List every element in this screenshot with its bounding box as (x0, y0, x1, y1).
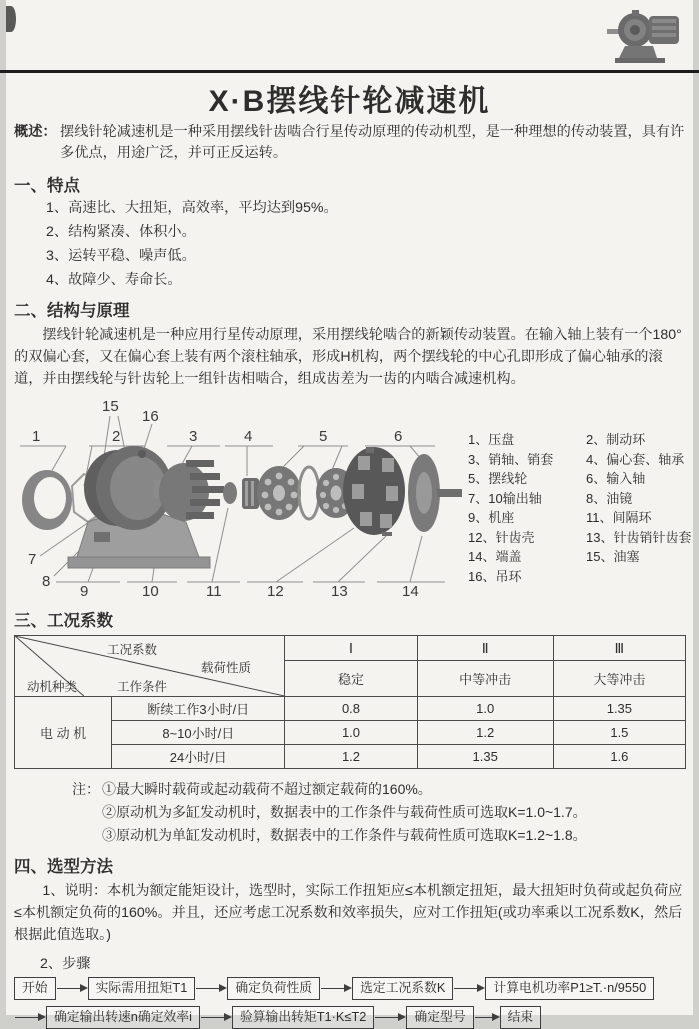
flow-step-box: 选定工况系数K (352, 977, 453, 1000)
feature-item: 2、结构紧凑、体积小。 (46, 223, 196, 240)
part-label: 1、压盘 (468, 432, 515, 448)
notes-label: 注： (72, 781, 100, 798)
value-cell: 1.0 (285, 721, 417, 745)
value-cell: 1.35 (417, 745, 553, 769)
feature-item: 4、故障少、寿命长。 (46, 272, 182, 289)
flow-step-box: 计算电机功率P1≥T.·n/9550 (485, 977, 654, 1000)
part-end-cover-input-shaft (408, 454, 462, 532)
flow-arrow (374, 1013, 406, 1022)
value-cell: 1.0 (417, 697, 553, 721)
overview-text: 摆线针轮减速机是一种采用摆线针齿啮合行星传动原理的传动机型，是一种理想的传动装置，具有许多优点，用途广泛，并可正反运转。 (60, 124, 685, 162)
structure-paragraph: 摆线针轮减速机是一种应用行星传动原理，采用摆线轮啮合的新颖传动装置。在输入轴上装有一个180°的双偏心套，又在偏心套上装有两个滚柱轴承，形成H机构，两个摆线轮的中心孔即形成了偏心轴承的滚道，并由摆线轮与针齿轮上一组针齿相啮合，组成齿差为一齿的内啮合减速机构。 (14, 327, 682, 388)
flow-end-box: 结束 (500, 1006, 542, 1029)
page-header (6, 0, 693, 70)
flow-step-box: 实际需用扭矩T1 (88, 977, 196, 1000)
value-cell: 1.2 (285, 745, 417, 769)
callout-7: 7 (28, 551, 37, 569)
note-item: ①最大瞬时载荷或起动载荷不超过额定载荷的160%。 (102, 781, 432, 798)
callout-2: 2 (112, 428, 121, 446)
structure-heading: 二、结构与原理 (14, 302, 130, 321)
parts-list (466, 394, 691, 600)
flow-arrow (14, 1013, 46, 1022)
callout-1: 1 (32, 428, 41, 446)
coeff-table-heading: 三、工况系数 (14, 612, 113, 631)
part-label: 13、针齿销针齿套 (586, 529, 692, 545)
load-type-2: 中等冲击 (417, 661, 553, 697)
load-type-1: 稳定 (285, 661, 417, 697)
part-label: 3、销轴、销套 (468, 451, 554, 467)
part-cycloid-disc-a (257, 466, 301, 520)
header-divider (0, 70, 699, 73)
flow-step-box: 确定型号 (406, 1006, 473, 1029)
motor-type-cell: 电 动 机 (15, 697, 112, 769)
part-label: 15、油塞 (586, 549, 640, 565)
feature-item: 3、运转平稳、噪声低。 (46, 247, 196, 264)
callout-15: 15 (102, 398, 119, 416)
part-pressure-plate (22, 470, 72, 530)
flow-arrow (195, 984, 227, 993)
selection-description (14, 880, 685, 946)
corner-label-coefficient: 工况系数 (107, 643, 158, 658)
note-item: ③原动机为单缸发动机时，数据表中的工作条件与载荷性质可选取K=1.2~1.8。 (102, 826, 587, 843)
part-label: 14、端盖 (468, 549, 522, 565)
callout-12: 12 (267, 583, 284, 601)
condition-cell: 断续工作3小时/日 (112, 697, 285, 721)
flowchart-row-2 (14, 1006, 685, 1029)
overview-paragraph (14, 122, 685, 165)
flow-step-box: 确定负荷性质 (227, 977, 320, 1000)
parts-list-left-column (468, 430, 586, 586)
part-eccentric-bearing (242, 478, 259, 509)
working-condition-table (14, 635, 686, 769)
callout-5: 5 (319, 428, 328, 446)
part-label: 7、10输出轴 (468, 490, 542, 506)
features-heading: 一、特点 (14, 176, 80, 195)
part-pin-wheel-housing (343, 447, 405, 536)
part-label: 16、吊环 (468, 568, 522, 584)
flow-start-box: 开始 (14, 977, 56, 1000)
exploded-diagram-section (14, 394, 692, 601)
callout-13: 13 (331, 583, 348, 601)
selection-desc-label: 1、说明： (42, 883, 108, 900)
flow-step-box: 确定输出转速n确定效率i (46, 1006, 200, 1029)
exploded-view-diagram (14, 394, 466, 600)
callout-8: 8 (42, 573, 51, 591)
callout-10: 10 (142, 583, 159, 601)
load-type-3: 大等冲击 (553, 661, 685, 697)
document-page (6, 0, 693, 1024)
product-photo (605, 2, 687, 66)
callout-6: 6 (394, 428, 403, 446)
condition-cell: 24小时/日 (112, 745, 285, 769)
corner-label-motor-type: 动机种类 (27, 680, 78, 695)
page-title: X·B摆线针轮减速机 (208, 85, 491, 118)
part-label: 6、输入轴 (586, 471, 646, 487)
part-label: 9、机座 (468, 510, 515, 526)
part-label: 5、摆线轮 (468, 471, 528, 487)
callout-9: 9 (80, 583, 89, 601)
part-label: 8、油镜 (586, 490, 633, 506)
condition-cell: 8~10小时/日 (112, 721, 285, 745)
part-spacer-disc (223, 482, 237, 504)
flow-arrow (453, 984, 485, 993)
table-notes (14, 778, 685, 846)
selection-heading: 四、选型方法 (14, 858, 113, 877)
col-header-3: Ⅲ (553, 636, 685, 661)
feature-item: 1、高速比、大扭矩，高效率，平均达到95%。 (46, 199, 338, 216)
parts-list-right-column (586, 430, 691, 586)
table-corner-cell (15, 636, 285, 697)
flow-arrow (320, 984, 352, 993)
col-header-1: Ⅰ (285, 636, 417, 661)
corner-label-load-nature: 载荷性质 (201, 661, 252, 676)
note-item: ②原动机为多缸发动机时，数据表中的工作条件与载荷性质可选取K=1.0~1.7。 (102, 803, 587, 820)
flow-step-box: 验算输出转矩T1·K≤T2 (232, 1006, 374, 1029)
part-label: 4、偏心套、轴承 (586, 451, 685, 467)
callout-3: 3 (189, 428, 198, 446)
callout-16: 16 (142, 408, 159, 426)
callout-4: 4 (244, 428, 253, 446)
flow-arrow (56, 984, 88, 993)
value-cell: 1.6 (553, 745, 685, 769)
corner-label-work-condition: 工作条件 (117, 680, 168, 695)
part-label: 11、间隔环 (586, 510, 652, 526)
part-label: 12、针齿壳 (468, 529, 535, 545)
value-cell: 1.5 (553, 721, 685, 745)
overview-label: 概述： (14, 124, 57, 140)
flowchart-row-1 (14, 977, 685, 1000)
callout-14: 14 (402, 583, 419, 601)
selection-desc-text: 本机为额定能矩设计，选型时，实际工作扭矩应≤本机额定扭矩，最大扭矩时负荷或起负荷应≤本机额定负荷的160%。并且，还应考虑工况系数和效率损失，应对工作扭矩(或功率乘以工况系数K，然后根据此值选取。) (14, 883, 683, 944)
value-cell: 1.35 (553, 697, 685, 721)
col-header-2: Ⅱ (417, 636, 553, 661)
steps-label: 2、步骤 (40, 956, 91, 973)
value-cell: 0.8 (285, 697, 417, 721)
part-label: 2、制动环 (586, 432, 646, 448)
callout-11: 11 (206, 583, 222, 601)
features-list (14, 199, 685, 291)
flow-arrow (200, 1013, 232, 1022)
value-cell: 1.2 (417, 721, 553, 745)
flow-arrow (474, 1013, 500, 1022)
